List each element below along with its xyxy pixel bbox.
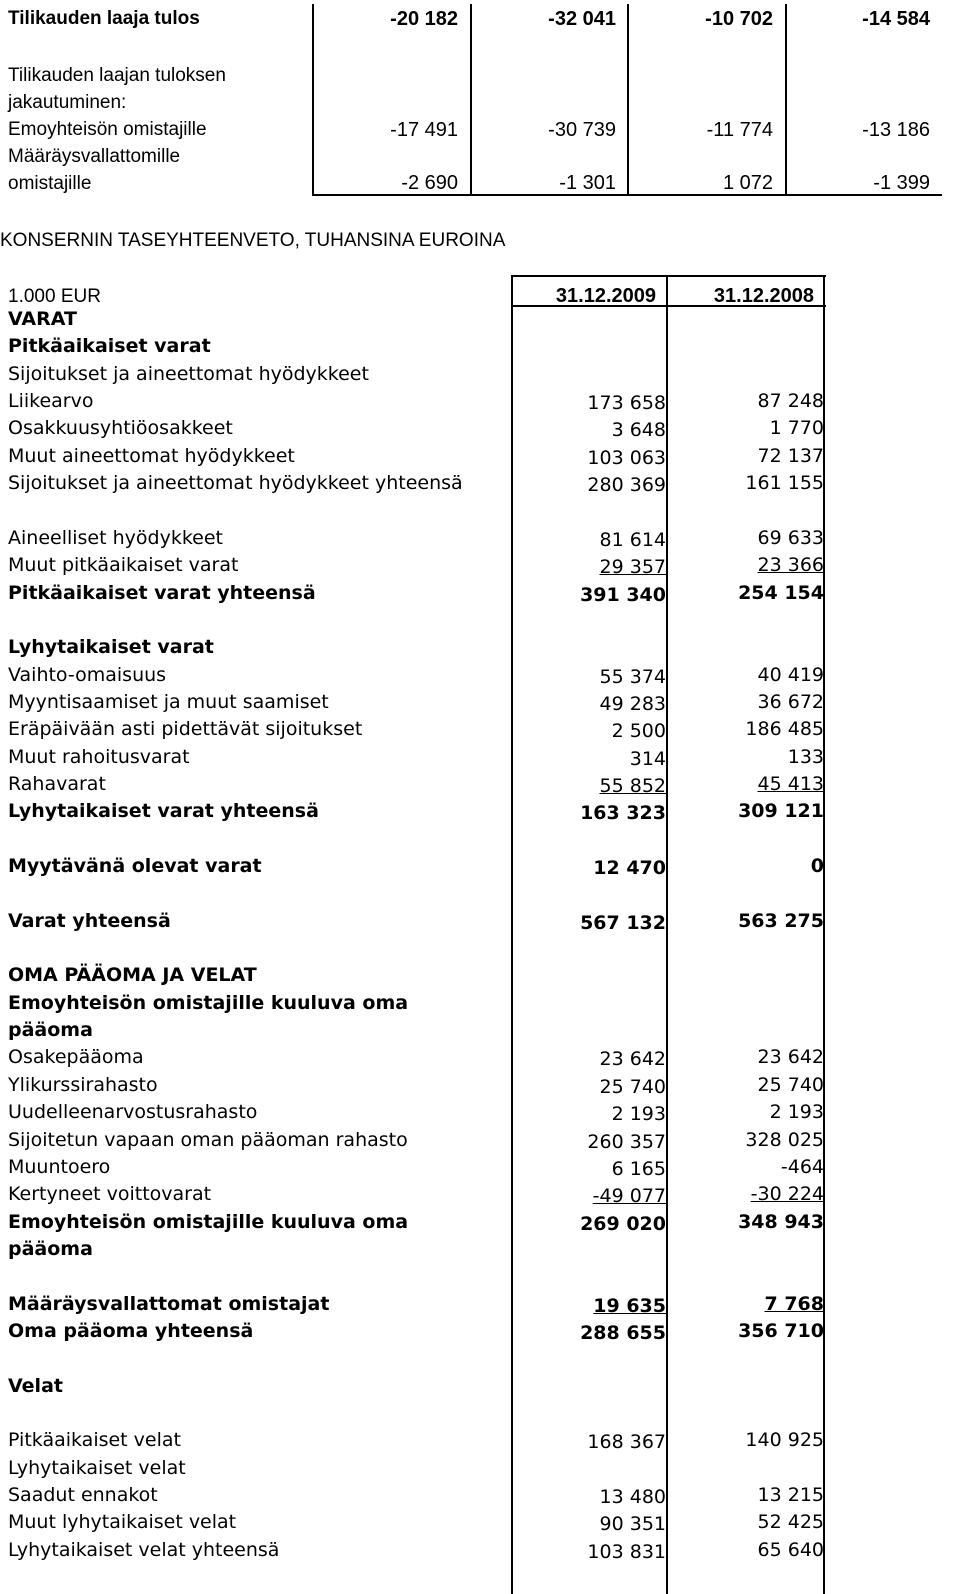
balance-row	[0, 662, 960, 689]
income-owners-value: -11 774	[706, 119, 773, 141]
balance-value-2008: 13 215	[757, 1484, 824, 1507]
balance-row	[0, 771, 960, 798]
balance-row	[0, 1044, 960, 1071]
income-minority-label: Määräysvallattomille	[8, 146, 181, 167]
balance-value-2009: 260 357	[587, 1130, 666, 1153]
balance-row	[0, 1072, 960, 1099]
balance-row-label: pääoma	[8, 1019, 93, 1042]
balance-row	[0, 497, 960, 524]
balance-row	[0, 990, 960, 1017]
balance-row	[0, 1127, 960, 1154]
income-minority-value: 1 072	[722, 172, 773, 194]
balance-row	[0, 1236, 960, 1263]
income-total-label: Tilikauden laaja tulos	[8, 8, 200, 29]
income-owners-value: -30 739	[548, 119, 616, 141]
balance-row-label: Sijoitukset ja aineettomat hyödykkeet yhteensä	[8, 472, 463, 495]
balance-row-label: Muuntoero	[8, 1155, 111, 1178]
balance-value-2009: 81 614	[599, 528, 666, 551]
balance-value-2008: 52 425	[757, 1511, 824, 1534]
income-owners-value: -13 186	[862, 119, 930, 141]
income-divider-2	[470, 4, 472, 196]
balance-row	[0, 361, 960, 388]
balance-row	[0, 1181, 960, 1208]
balance-row	[0, 716, 960, 743]
balance-row	[0, 1345, 960, 1372]
balance-column-2008: 31.12.2008	[713, 285, 814, 307]
balance-row	[0, 552, 960, 579]
balance-value-2009: 103 831	[587, 1540, 666, 1563]
balance-row	[0, 1482, 960, 1509]
balance-value-2008: -464	[780, 1155, 824, 1178]
income-divider-4	[785, 4, 787, 196]
balance-row-label: Uudelleenarvostusrahasto	[8, 1101, 258, 1124]
balance-value-2008: 36 672	[757, 690, 824, 713]
balance-row-label: Osakkuusyhtiöosakkeet	[8, 417, 233, 440]
balance-row-label: Pitkäaikaiset varat	[8, 335, 211, 358]
balance-value-2008: 348 943	[738, 1210, 824, 1233]
balance-value-2009: 25 740	[599, 1075, 666, 1098]
balance-row	[0, 689, 960, 716]
balance-value-2008: 69 633	[757, 526, 824, 549]
income-total-value: -14 584	[862, 8, 930, 30]
balance-row-label: Sijoitetun vapaan oman pääoman rahasto	[8, 1128, 408, 1151]
balance-value-2008: 23 366	[757, 554, 824, 577]
balance-row-label: VARAT	[8, 308, 77, 330]
balance-value-2009: 567 132	[580, 911, 666, 934]
balance-row	[0, 580, 960, 607]
balance-value-2008: 2 193	[769, 1101, 824, 1124]
balance-row	[0, 306, 960, 333]
balance-row	[0, 607, 960, 634]
balance-row-label: Pitkäaikaiset velat	[8, 1429, 181, 1452]
balance-value-2009: 55 374	[599, 665, 666, 688]
balance-row	[0, 1400, 960, 1427]
balance-row	[0, 1099, 960, 1126]
balance-row-label: Eräpäivään asti pidettävät sijoitukset	[8, 718, 363, 741]
balance-row	[0, 935, 960, 962]
balance-value-2009: 314	[629, 747, 666, 770]
balance-row-label: Muut lyhytaikaiset velat	[8, 1511, 237, 1534]
balance-value-2008: 140 925	[745, 1429, 824, 1452]
balance-row-label: Myytävänä olevat varat	[8, 855, 262, 877]
balance-value-2009: 90 351	[599, 1513, 666, 1536]
balance-row-label: Saadut ennakot	[8, 1484, 158, 1507]
balance-row-label: Rahavarat	[8, 772, 106, 795]
balance-row	[0, 525, 960, 552]
balance-row-label: Muut rahoitusvarat	[8, 745, 190, 768]
balance-row	[0, 443, 960, 470]
income-minority-value: -2 690	[401, 172, 458, 194]
balance-value-2008: 254 154	[738, 581, 824, 604]
balance-row-label: Varat yhteensä	[8, 909, 171, 932]
balance-row	[0, 333, 960, 360]
balance-row	[0, 798, 960, 825]
balance-row	[0, 415, 960, 442]
balance-value-2008: 328 025	[745, 1128, 824, 1151]
balance-row	[0, 1017, 960, 1044]
balance-value-2009: 103 063	[587, 446, 666, 469]
balance-row-label: Muut aineettomat hyödykkeet	[8, 444, 295, 467]
balance-value-2008: 563 275	[738, 909, 824, 932]
balance-value-2008: 133	[787, 745, 824, 768]
balance-row	[0, 634, 960, 661]
balance-value-2009: 13 480	[599, 1486, 666, 1509]
balance-row	[0, 1509, 960, 1536]
balance-row	[0, 1455, 960, 1482]
balance-row-label: Osakepääoma	[8, 1046, 144, 1069]
balance-row-label: Velat	[8, 1374, 63, 1397]
balance-value-2008: 87 248	[757, 390, 824, 413]
income-owners-value: -17 491	[390, 119, 458, 141]
balance-row	[0, 962, 960, 989]
balance-value-2009: 3 648	[611, 419, 666, 442]
balance-row-label: Määräysvallattomat omistajat	[8, 1292, 330, 1315]
balance-row-label: Vaihto-omaisuus	[8, 663, 167, 686]
balance-unit-label: 1.000 EUR	[8, 286, 101, 307]
balance-row-label: Liikearvo	[8, 390, 94, 413]
balance-header-top-rule	[511, 275, 826, 277]
balance-column-2009: 31.12.2009	[555, 285, 656, 307]
balance-sheet-title: KONSERNIN TASEYHTEENVETO, TUHANSINA EUROINA	[0, 230, 506, 251]
income-total-value: -20 182	[390, 8, 458, 30]
balance-row	[0, 388, 960, 415]
balance-row-label: Pitkäaikaiset varat yhteensä	[8, 581, 316, 604]
balance-row-label: Sijoitukset ja aineettomat hyödykkeet	[8, 362, 369, 385]
income-distribution-heading: Tilikauden laajan tuloksen	[8, 65, 226, 86]
balance-value-2009: -49 077	[592, 1185, 666, 1208]
income-total-value: -32 041	[548, 8, 616, 30]
balance-row-label: Lyhytaikaiset varat yhteensä	[8, 800, 319, 823]
balance-row	[0, 908, 960, 935]
balance-value-2008: 65 640	[757, 1538, 824, 1561]
balance-row	[0, 1318, 960, 1345]
balance-row	[0, 853, 960, 880]
balance-value-2008: 186 485	[745, 718, 824, 741]
income-distribution-heading: jakautuminen:	[8, 92, 127, 113]
balance-value-2009: 29 357	[599, 556, 666, 579]
balance-value-2008: -30 224	[750, 1183, 824, 1206]
balance-value-2008: 72 137	[757, 444, 824, 467]
balance-value-2009: 269 020	[580, 1212, 666, 1235]
balance-row-label: Aineelliset hyödykkeet	[8, 526, 223, 549]
balance-row-label: Lyhytaikaiset velat yhteensä	[8, 1538, 280, 1561]
balance-row-label: Lyhytaikaiset varat	[8, 636, 214, 659]
balance-value-2008: 356 710	[738, 1319, 824, 1342]
balance-value-2008: 23 642	[757, 1046, 824, 1069]
balance-row	[0, 1154, 960, 1181]
income-divider-3	[627, 4, 629, 196]
balance-value-2009: 12 470	[593, 857, 666, 879]
balance-value-2008: 25 740	[757, 1073, 824, 1096]
balance-value-2009: 163 323	[580, 802, 666, 825]
balance-value-2009: 391 340	[580, 583, 666, 606]
balance-row	[0, 1537, 960, 1564]
balance-value-2008: 0	[810, 855, 824, 877]
balance-value-2009: 49 283	[599, 692, 666, 715]
balance-row	[0, 744, 960, 771]
balance-value-2009: 19 635	[593, 1294, 666, 1317]
balance-row	[0, 1373, 960, 1400]
income-minority-value: -1 399	[873, 172, 930, 194]
balance-value-2009: 168 367	[587, 1431, 666, 1454]
balance-value-2009: 280 369	[587, 474, 666, 497]
balance-row	[0, 470, 960, 497]
balance-row-label: Oma pääoma yhteensä	[8, 1319, 254, 1342]
balance-value-2009: 6 165	[611, 1157, 666, 1180]
balance-row	[0, 826, 960, 853]
balance-row	[0, 880, 960, 907]
balance-value-2009: 23 642	[599, 1048, 666, 1071]
balance-value-2008: 309 121	[738, 800, 824, 823]
balance-row-label: Ylikurssirahasto	[8, 1073, 158, 1096]
balance-value-2009: 2 500	[611, 720, 666, 743]
balance-row-label: Muut pitkäaikaiset varat	[8, 554, 239, 577]
balance-row	[0, 1291, 960, 1318]
income-total-value: -10 702	[705, 8, 773, 30]
balance-row-label: OMA PÄÄOMA JA VELAT	[8, 964, 257, 987]
income-minority-value: -1 301	[559, 172, 616, 194]
balance-row	[0, 1263, 960, 1290]
balance-row-label: Emoyhteisön omistajille kuuluva oma	[8, 991, 409, 1014]
balance-value-2009: 173 658	[587, 392, 666, 415]
balance-value-2008: 1 770	[769, 417, 824, 440]
balance-value-2008: 45 413	[757, 772, 824, 795]
balance-row-label: Kertyneet voittovarat	[8, 1183, 212, 1206]
income-owners-label: Emoyhteisön omistajille	[8, 119, 207, 140]
income-minority-label: omistajille	[8, 173, 92, 194]
income-divider-1	[312, 4, 314, 196]
balance-row-label: Lyhytaikaiset velat	[8, 1456, 186, 1479]
balance-value-2009: 2 193	[611, 1103, 666, 1126]
balance-value-2009: 55 852	[599, 774, 666, 797]
balance-row-label: Myyntisaamiset ja muut saamiset	[8, 690, 329, 713]
balance-value-2008: 7 768	[764, 1292, 824, 1315]
balance-row-label: pääoma	[8, 1237, 93, 1260]
balance-value-2008: 161 155	[745, 472, 824, 495]
balance-row-label: Emoyhteisön omistajille kuuluva oma	[8, 1210, 409, 1233]
balance-value-2009: 288 655	[580, 1321, 666, 1344]
balance-row	[0, 1427, 960, 1454]
balance-row	[0, 1209, 960, 1236]
balance-value-2008: 40 419	[757, 663, 824, 686]
